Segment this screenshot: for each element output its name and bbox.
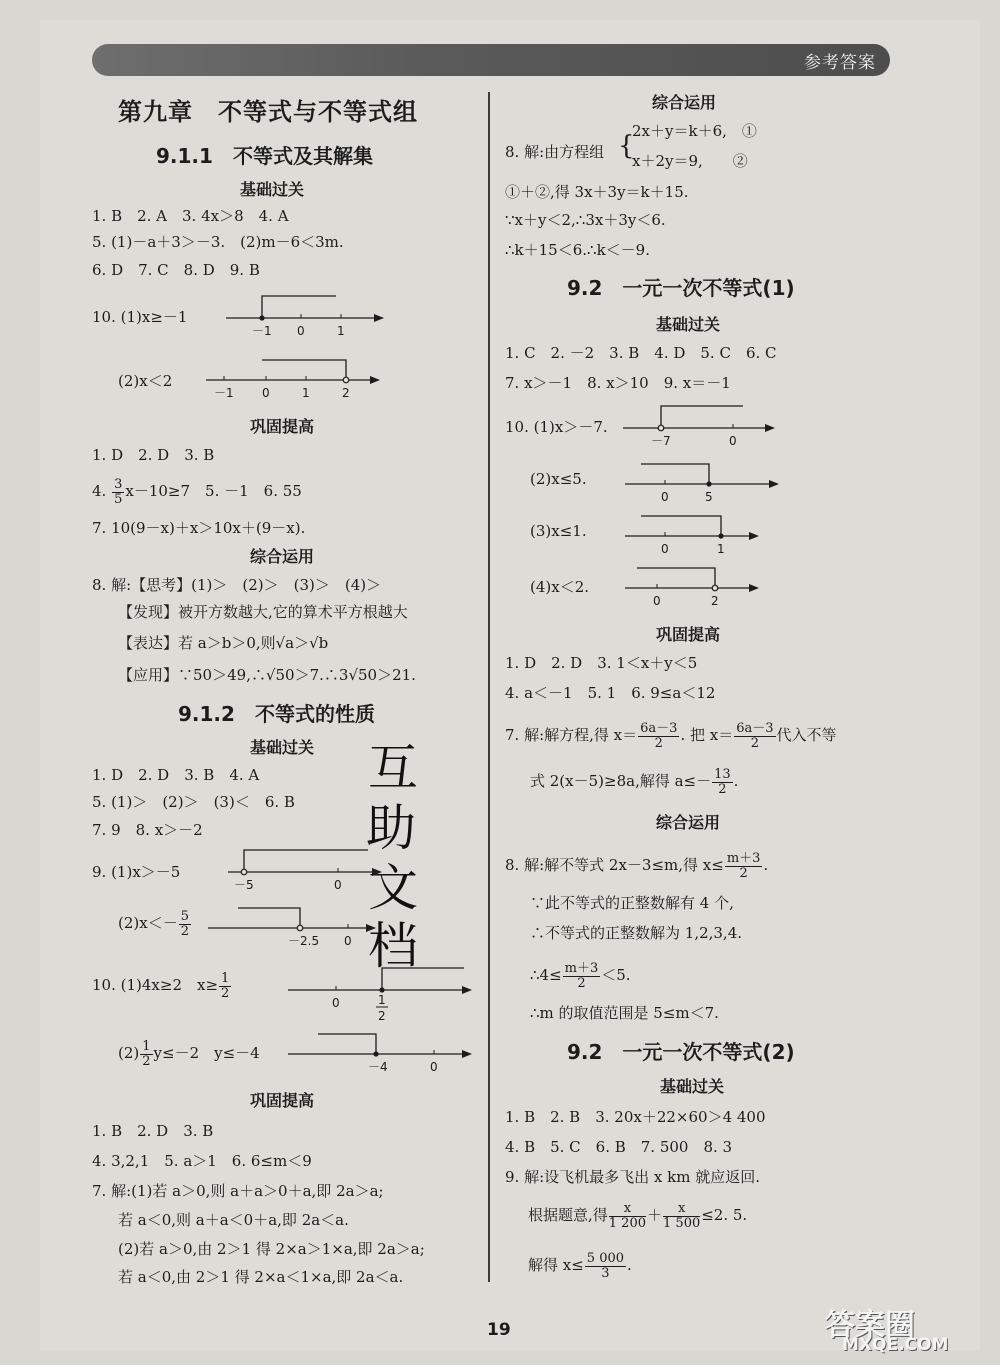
tick-label: 1: [337, 324, 345, 338]
section-title-9-1-1: 9.1.1 不等式及其解集: [156, 144, 373, 168]
answer-line: 7. 10(9－x)＋x＞10x＋(9－x).: [92, 519, 306, 537]
subheading-basic: 基础过关: [660, 1077, 725, 1096]
answer-line: 5. (1)－a＋3＞－3. (2)m－6＜3m.: [92, 233, 344, 251]
answer-line: 1. D 2. D 3. B: [92, 446, 215, 464]
answer-line: 5. (1)＞ (2)＞ (3)＜ 6. B: [92, 793, 295, 811]
number-line: [226, 290, 386, 340]
answer-line: 解得 x≤ $\frac{5 000}{3}$ .: [528, 1251, 632, 1281]
answer-line: 10. (1)4x≥2 x≥ $\frac{1}{2}$: [92, 971, 230, 1001]
subheading-comprehensive: 综合运用: [652, 93, 717, 112]
system-brace: {: [618, 131, 635, 161]
section-title-9-2-1: 9.2 一元一次不等式(1): [567, 276, 795, 300]
subheading-comprehensive: 综合运用: [250, 547, 315, 566]
answer-line: 10. (1)x＞－7.: [505, 418, 608, 436]
tick-label: －5: [234, 878, 254, 892]
answer-line: 4. a＜－1 5. 1 6. 9≤a＜12: [505, 684, 716, 702]
answer-line: ∴4≤ $\frac{m+3}{2}$ ＜5.: [530, 961, 631, 991]
answer-line: 【发现】被开方数越大,它的算术平方根越大: [118, 603, 408, 621]
answer-line: 根据题意,得 $\frac{x}{1 200}$ ＋ $\frac{x}{1 500}$ ≤2. 5.: [528, 1201, 748, 1231]
answer-line: (2) $\frac{1}{2}$ y≤－2 y≤－4: [118, 1039, 260, 1069]
subheading-basic: 基础过关: [250, 738, 315, 757]
fraction: $\frac{6a-3}{2}$: [640, 721, 678, 751]
answer-line: 【应用】∵50＞49,∴√50＞7.∴3√50＞21.: [118, 666, 416, 684]
answer-line: 7. 9 8. x＞－2: [92, 821, 203, 839]
answer-line: 1. B 2. B 3. 20x＋22×60＞4 400: [505, 1108, 766, 1126]
answer-line: 1. D 2. D 3. 1＜x＋y＜5: [505, 654, 698, 672]
answer-line: 4. B 5. C 6. B 7. 500 8. 3: [505, 1138, 733, 1156]
tick-label: －2.5: [288, 934, 320, 948]
answer-line: ∵x＋y＜2,∴3x＋3y＜6.: [505, 211, 666, 229]
answer-line: 8. 解:由方程组: [505, 143, 605, 161]
answer-line: 10. (1)x≥－1: [92, 308, 188, 326]
tick-label: 0: [344, 934, 352, 948]
answer-line: 6. D 7. C 8. D 9. B: [92, 261, 260, 279]
column-divider: [488, 92, 490, 1282]
answer-line: 1. B 2. D 3. B: [92, 1122, 214, 1140]
subheading-basic: 基础过关: [656, 315, 721, 334]
tick-label: 0: [332, 996, 340, 1010]
answer-line: 式 2(x－5)≥8a,解得 a≤－ $\frac{13}{2}$ .: [530, 767, 739, 797]
handwriting-char: 档: [368, 917, 418, 975]
tick-label: 1: [378, 993, 386, 1007]
subheading-comprehensive: 综合运用: [656, 813, 721, 832]
handwriting-char: 文: [368, 859, 418, 917]
section-title-9-2-2: 9.2 一元一次不等式(2): [567, 1040, 795, 1064]
fraction: $\frac{6a-3}{2}$: [736, 721, 774, 751]
subheading-consolidate: 巩固提高: [250, 1091, 315, 1110]
tick-label: －1: [214, 386, 234, 400]
answer-line: 8. 解:【思考】(1)＞ (2)＞ (3)＞ (4)＞: [92, 576, 382, 594]
number-line: [208, 900, 388, 950]
tick-label: 0: [262, 386, 270, 400]
subheading-consolidate: 巩固提高: [656, 625, 721, 644]
fraction: $\frac{x}{1 500}$: [663, 1201, 701, 1231]
answer-line: 【表达】若 a＞b＞0,则√a＞√b: [118, 634, 329, 652]
tick-label: －4: [368, 1060, 388, 1074]
handwriting-char: 互: [368, 739, 418, 797]
answer-line: 1. B 2. A 3. 4x＞8 4. A: [92, 207, 289, 225]
fraction: $\frac{1}{2}$: [142, 1039, 151, 1069]
tick-label: 2: [342, 386, 350, 400]
section-title-9-1-2: 9.1.2 不等式的性质: [178, 702, 375, 726]
tick-label: －1: [252, 324, 272, 338]
fraction: $\frac{3}{5}$: [114, 477, 123, 507]
answer-line: ∴不等式的正整数解为 1,2,3,4.: [530, 924, 743, 942]
tick-label: 0: [661, 542, 669, 556]
fraction: $\frac{m+3}{2}$: [564, 961, 599, 991]
tick-label: 1: [302, 386, 310, 400]
answer-line: ①＋②,得 3x＋3y＝k＋15.: [505, 183, 689, 201]
tick-label: 0: [297, 324, 305, 338]
answer-line: 4. 3,2,1 5. a＞1 6. 6≤m＜9: [92, 1152, 312, 1170]
answer-line: 若 a＜0,由 2＞1 得 2×a＜1×a,即 2a＜a.: [118, 1268, 404, 1286]
answer-line: 1. C 2. －2 3. B 4. D 5. C 6. C: [505, 344, 777, 362]
answer-line: 9. (1)x＞－5: [92, 863, 181, 881]
answer-line: 7. 解:(1)若 a＞0,则 a＋a＞0＋a,即 2a＞a;: [92, 1182, 384, 1200]
answer-line: 1. D 2. D 3. B 4. A: [92, 766, 260, 784]
answer-line: 若 a＜0,则 a＋a＜0＋a,即 2a＜a.: [118, 1211, 349, 1229]
answer-line: 9. 解:设飞机最多飞出 x km 就应返回.: [505, 1168, 760, 1186]
tick-label: 0: [661, 490, 669, 504]
fraction: $\frac{13}{2}$: [714, 767, 731, 797]
tick-label: 2: [711, 594, 719, 608]
tick-label: 2: [378, 1009, 386, 1023]
answer-line: 4. $\frac{3}{5}$ x－10≥7 5. －1 6. 55: [92, 477, 302, 507]
answer-line: (2)若 a＞0,由 2＞1 得 2×a＞1×a,即 2a＞a;: [118, 1240, 425, 1258]
answer-line: ∴m 的取值范围是 5≤m＜7.: [530, 1004, 719, 1022]
answer-line: (3)x≤1.: [530, 522, 587, 540]
answer-line: x＋2y＝9, ②: [632, 152, 748, 170]
tick-label: 0: [729, 434, 737, 448]
page-number: 19: [487, 1320, 511, 1340]
fraction: $\frac{1}{2}$: [221, 971, 230, 1001]
subheading-basic: 基础过关: [240, 180, 305, 199]
number-line: [623, 400, 783, 450]
answer-line: 7. 解:解方程,得 x＝ $\frac{6a-3}{2}$ . 把 x＝ $\frac{6a-3}{2}$ 代入不等: [505, 721, 837, 751]
header-bar: [92, 44, 890, 76]
fraction: $\frac{5 000}{3}$: [586, 1251, 625, 1281]
answer-line: (4)x＜2.: [530, 578, 590, 596]
tick-label: 0: [430, 1060, 438, 1074]
number-line: [206, 352, 386, 402]
tick-label: 1: [717, 542, 725, 556]
tick-label: －7: [651, 434, 671, 448]
fraction: $\frac{m+3}{2}$: [726, 851, 761, 881]
subheading-consolidate: 巩固提高: [250, 417, 315, 436]
fraction: $\frac{x}{1 200}$: [608, 1201, 646, 1231]
answer-line: (2)x＜－ $\frac{5}{2}$: [118, 909, 189, 939]
answer-line: 2x＋y＝k＋6, ①: [632, 122, 757, 140]
number-line: [228, 844, 388, 894]
answer-line: ∵此不等式的正整数解有 4 个,: [530, 894, 734, 912]
number-line: [625, 508, 785, 558]
chapter-title: 第九章 不等式与不等式组: [118, 98, 418, 126]
answer-line: (2)x＜2: [118, 372, 173, 390]
tick-label: 5: [705, 490, 713, 504]
fraction: $\frac{5}{2}$: [180, 909, 189, 939]
number-line: [288, 1026, 478, 1076]
tick-label: 0: [653, 594, 661, 608]
answer-line: 8. 解:解不等式 2x－3≤m,得 x≤ $\frac{m+3}{2}$ .: [505, 851, 769, 881]
watermark-url: MXQE.COM: [842, 1335, 949, 1355]
handwriting-char: 助: [366, 799, 416, 857]
watermark-logo: 答案圈: [825, 1308, 915, 1343]
answer-line: (2)x≤5.: [530, 470, 587, 488]
answer-line: ∴k＋15＜6.∴k＜－9.: [505, 241, 650, 259]
number-line: [625, 560, 785, 610]
number-line: [625, 456, 785, 506]
tick-label: 0: [334, 878, 342, 892]
header-label: 参考答案: [804, 53, 876, 73]
answer-line: 7. x＞－1 8. x＞10 9. x＝－1: [505, 374, 731, 392]
